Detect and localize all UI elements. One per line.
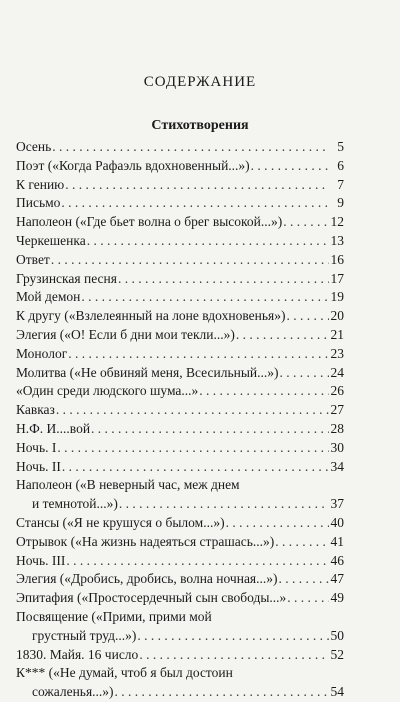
toc-entry-page: 46 xyxy=(330,552,344,568)
table-of-contents xyxy=(16,138,344,702)
toc-entry xyxy=(16,213,344,232)
toc-entry-page: 50 xyxy=(330,627,344,643)
dot-leader xyxy=(91,420,329,439)
toc-entry-page: 54 xyxy=(330,684,344,700)
toc-entry xyxy=(16,401,344,420)
toc-entry-page: 19 xyxy=(330,289,344,305)
toc-entry-page: 16 xyxy=(330,251,344,267)
toc-entry-page: 9 xyxy=(337,195,344,211)
toc-entry xyxy=(16,345,344,364)
dot-leader xyxy=(62,458,329,477)
toc-entry-title: Эпитафия («Простосердечный сын свободы...» xyxy=(16,590,287,606)
toc-entry-title: Ночь. III xyxy=(16,552,66,568)
toc-entry-title: «Один среди людского шума...» xyxy=(16,383,199,399)
dot-leader xyxy=(139,646,329,665)
toc-entry-title: Мой демон xyxy=(16,289,81,305)
dot-leader xyxy=(87,232,329,251)
toc-entry xyxy=(16,326,344,345)
dot-leader xyxy=(51,251,329,270)
toc-entry-title: Ночь. II xyxy=(16,458,61,474)
toc-entry xyxy=(16,176,344,195)
toc-entry-title: Молитва («Не обвиняй меня, Всесильный...») xyxy=(16,364,279,380)
toc-entry-page: 41 xyxy=(330,533,344,549)
toc-entry-title: Наполеон («Где бьет волна о брег высокой...») xyxy=(16,214,283,230)
toc-entry-title: Монолог xyxy=(16,345,68,361)
toc-entry-page: 21 xyxy=(330,326,344,342)
toc-entry-title-continued: и темнотой...») xyxy=(32,496,118,512)
toc-entry-title: Ночь. I xyxy=(16,439,57,455)
dot-leader xyxy=(68,345,329,364)
toc-entry-title: Грузинская песня xyxy=(16,270,117,286)
dot-leader xyxy=(287,589,329,608)
dot-leader xyxy=(115,683,329,702)
toc-entry xyxy=(16,458,344,477)
dot-leader xyxy=(199,382,329,401)
dot-leader xyxy=(275,533,329,552)
dot-leader xyxy=(286,307,329,326)
toc-entry-title: К гению xyxy=(16,176,65,192)
dot-leader xyxy=(66,552,329,571)
toc-entry-title: Осень xyxy=(16,139,52,154)
toc-entry-title: Посвящение («Прими, прими мой xyxy=(16,608,212,624)
toc-entry-page: 5 xyxy=(337,139,344,154)
toc-entry xyxy=(16,514,344,533)
toc-entry xyxy=(16,664,344,702)
toc-entry xyxy=(16,307,344,326)
toc-entry xyxy=(16,533,344,552)
toc-entry-title: К*** («Не думай, чтоб я был достоин xyxy=(16,665,233,681)
dot-leader xyxy=(52,138,329,157)
toc-entry-title: Отрывок («На жизнь надеяться страшась...») xyxy=(16,533,275,549)
dot-leader xyxy=(81,288,329,307)
toc-entry xyxy=(16,382,344,401)
toc-entry-page: 49 xyxy=(330,590,344,606)
toc-entry-title: Черкешенка xyxy=(16,232,86,248)
dot-leader xyxy=(280,364,330,383)
toc-entry-page: 23 xyxy=(330,345,344,361)
toc-entry-title: Элегия («О! Если б дни мои текли...») xyxy=(16,326,235,342)
toc-entry xyxy=(16,420,344,439)
toc-entry xyxy=(16,608,344,646)
toc-entry xyxy=(16,476,344,514)
toc-entry-page: 52 xyxy=(330,646,344,662)
dot-leader xyxy=(279,570,329,589)
contents-heading: СОДЕРЖАНИЕ xyxy=(143,74,257,90)
toc-entry-page: 13 xyxy=(330,232,344,248)
toc-entry-title: Поэт («Когда Рафаэль вдохновенный...») xyxy=(16,157,250,173)
dot-leader xyxy=(119,495,329,514)
toc-entry-title: 1830. Майя. 16 число xyxy=(16,646,139,662)
toc-entry xyxy=(16,589,344,608)
dot-leader xyxy=(118,270,329,289)
dot-leader xyxy=(236,326,329,345)
toc-entry xyxy=(16,138,344,157)
toc-entry-page: 7 xyxy=(337,176,344,192)
toc-entry-title-continued: сожаленья...») xyxy=(32,684,114,700)
toc-entry-page: 24 xyxy=(330,364,344,380)
toc-entry-page: 12 xyxy=(330,214,344,230)
toc-entry-page: 47 xyxy=(330,571,344,587)
toc-entry-page: 20 xyxy=(330,308,344,324)
toc-entry-page: 34 xyxy=(330,458,344,474)
toc-entry-title-continued: грустный труд...») xyxy=(32,627,137,643)
toc-entry-page: 6 xyxy=(337,157,344,173)
toc-entry xyxy=(16,232,344,251)
dot-leader xyxy=(65,176,329,195)
toc-entry-title: К другу («Взлелеянный на лоне вдохновенья») xyxy=(16,308,286,324)
toc-entry xyxy=(16,194,344,213)
dot-leader xyxy=(137,627,329,646)
toc-entry-page: 27 xyxy=(330,402,344,418)
toc-entry xyxy=(16,439,344,458)
section-heading-poems: Стихотворения xyxy=(151,118,249,133)
toc-entry xyxy=(16,157,344,176)
toc-entry xyxy=(16,646,344,665)
toc-entry-title: Элегия («Дробись, дробись, волна ночная...») xyxy=(16,571,278,587)
dot-leader xyxy=(61,194,329,213)
toc-entry xyxy=(16,251,344,270)
dot-leader xyxy=(226,514,329,533)
dot-leader xyxy=(56,401,329,420)
dot-leader xyxy=(57,439,329,458)
toc-entry xyxy=(16,288,344,307)
toc-entry xyxy=(16,552,344,571)
toc-entry-page: 26 xyxy=(330,383,344,399)
toc-entry-page: 40 xyxy=(330,514,344,530)
dot-leader xyxy=(251,157,329,176)
toc-entry-page: 37 xyxy=(330,496,344,512)
toc-entry xyxy=(16,570,344,589)
toc-entry-title: Ответ xyxy=(16,251,50,267)
dot-leader xyxy=(283,213,329,232)
toc-entry-title: Стансы («Я не крушуся о былом...») xyxy=(16,514,225,530)
toc-entry xyxy=(16,364,344,383)
toc-entry-page: 17 xyxy=(330,270,344,286)
toc-entry-title: Наполеон («В неверный час, меж днем xyxy=(16,477,240,493)
toc-entry-page: 28 xyxy=(330,420,344,436)
toc-entry-page: 30 xyxy=(330,439,344,455)
toc-entry-title: Письмо xyxy=(16,195,61,211)
toc-entry-title: Кавказ xyxy=(16,402,55,418)
toc-entry xyxy=(16,270,344,289)
toc-entry-title: Н.Ф. И....вой xyxy=(16,420,91,436)
